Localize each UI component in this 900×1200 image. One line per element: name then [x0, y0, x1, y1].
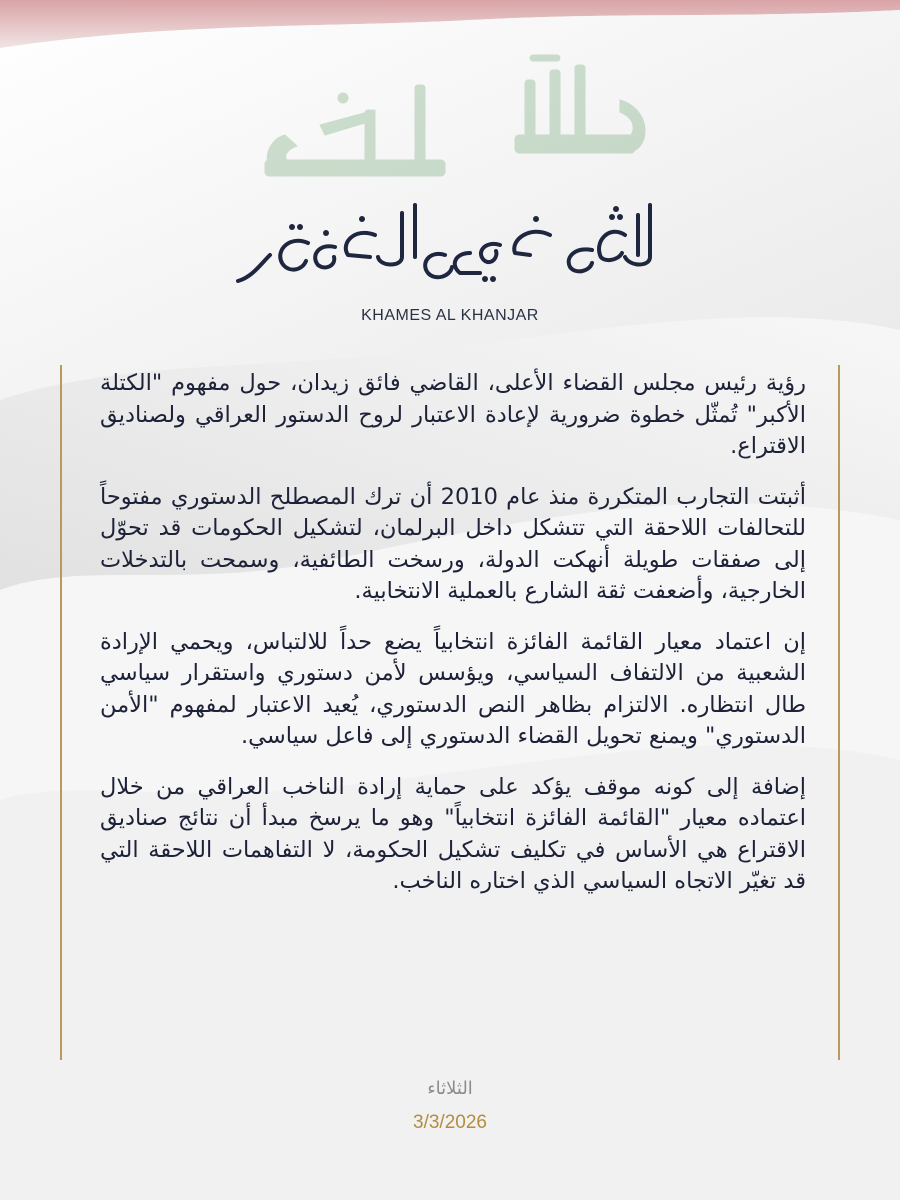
statement-body	[100, 368, 806, 917]
left-gold-divider	[60, 365, 62, 1060]
takbir-emblem-watermark	[225, 40, 665, 200]
statement-paragraph: إضافة إلى كونه موقف يؤكد على حماية إرادة الناخب العراقي من خلال اعتماده معيار "القائمة الفائزة انتخابياً" وهو ما يرسخ مبدأ أن نتائج صناديق الاقتراع هي الأساس في تكليف تشكيل الحكومة، لا التفاهمات اللاحقة التي قد تغيّر الاتجاه السياسي الذي اختاره الناخب.	[100, 773, 806, 894]
statement-paragraph: أثبتت التجارب المتكررة منذ عام 2010 أن ترك المصطلح الدستوري مفتوحاً للتحالفات اللاحقة التي تتشكل داخل البرلمان، لتشكيل الحكومات قد تحوّل إلى صفقات طويلة أنهكت الدولة، ورسخت الطائفية، وسمحت بالتدخلات الخارجية، وأضعفت ثقة الشارع بالعملية الانتخابية.	[100, 483, 806, 604]
name-latin: KHAMES AL KHANJAR	[361, 307, 539, 324]
statement-paragraph: رؤية رئيس مجلس القضاء الأعلى، القاضي فائق زيدان، حول مفهوم "الكتلة الأكبر" تُمثّل خطوة ضرورية لإعادة الاعتبار لروح الدستور العراقي ولصناديق الاقتراع.	[100, 370, 806, 459]
right-gold-divider	[838, 365, 840, 1060]
weekday-label: الثلاثاء	[427, 1078, 473, 1099]
statement-paragraph: إن اعتماد معيار القائمة الفائزة انتخابياً يضع حداً للالتباس، ويحمي الإرادة الشعبية من الالتفاف السياسي، ويؤسس لأمن دستوري واستقرار سياسي طال انتظاره. الالتزام بظاهر النص الدستوري، يُعيد الاعتبار لمفهوم "الأمن الدستوري" ويمنع تحويل القضاء الدستوري إلى فاعل سياسي.	[100, 628, 806, 749]
signature-calligraphy	[230, 195, 670, 295]
date-label: 3/3/2026	[413, 1112, 487, 1133]
